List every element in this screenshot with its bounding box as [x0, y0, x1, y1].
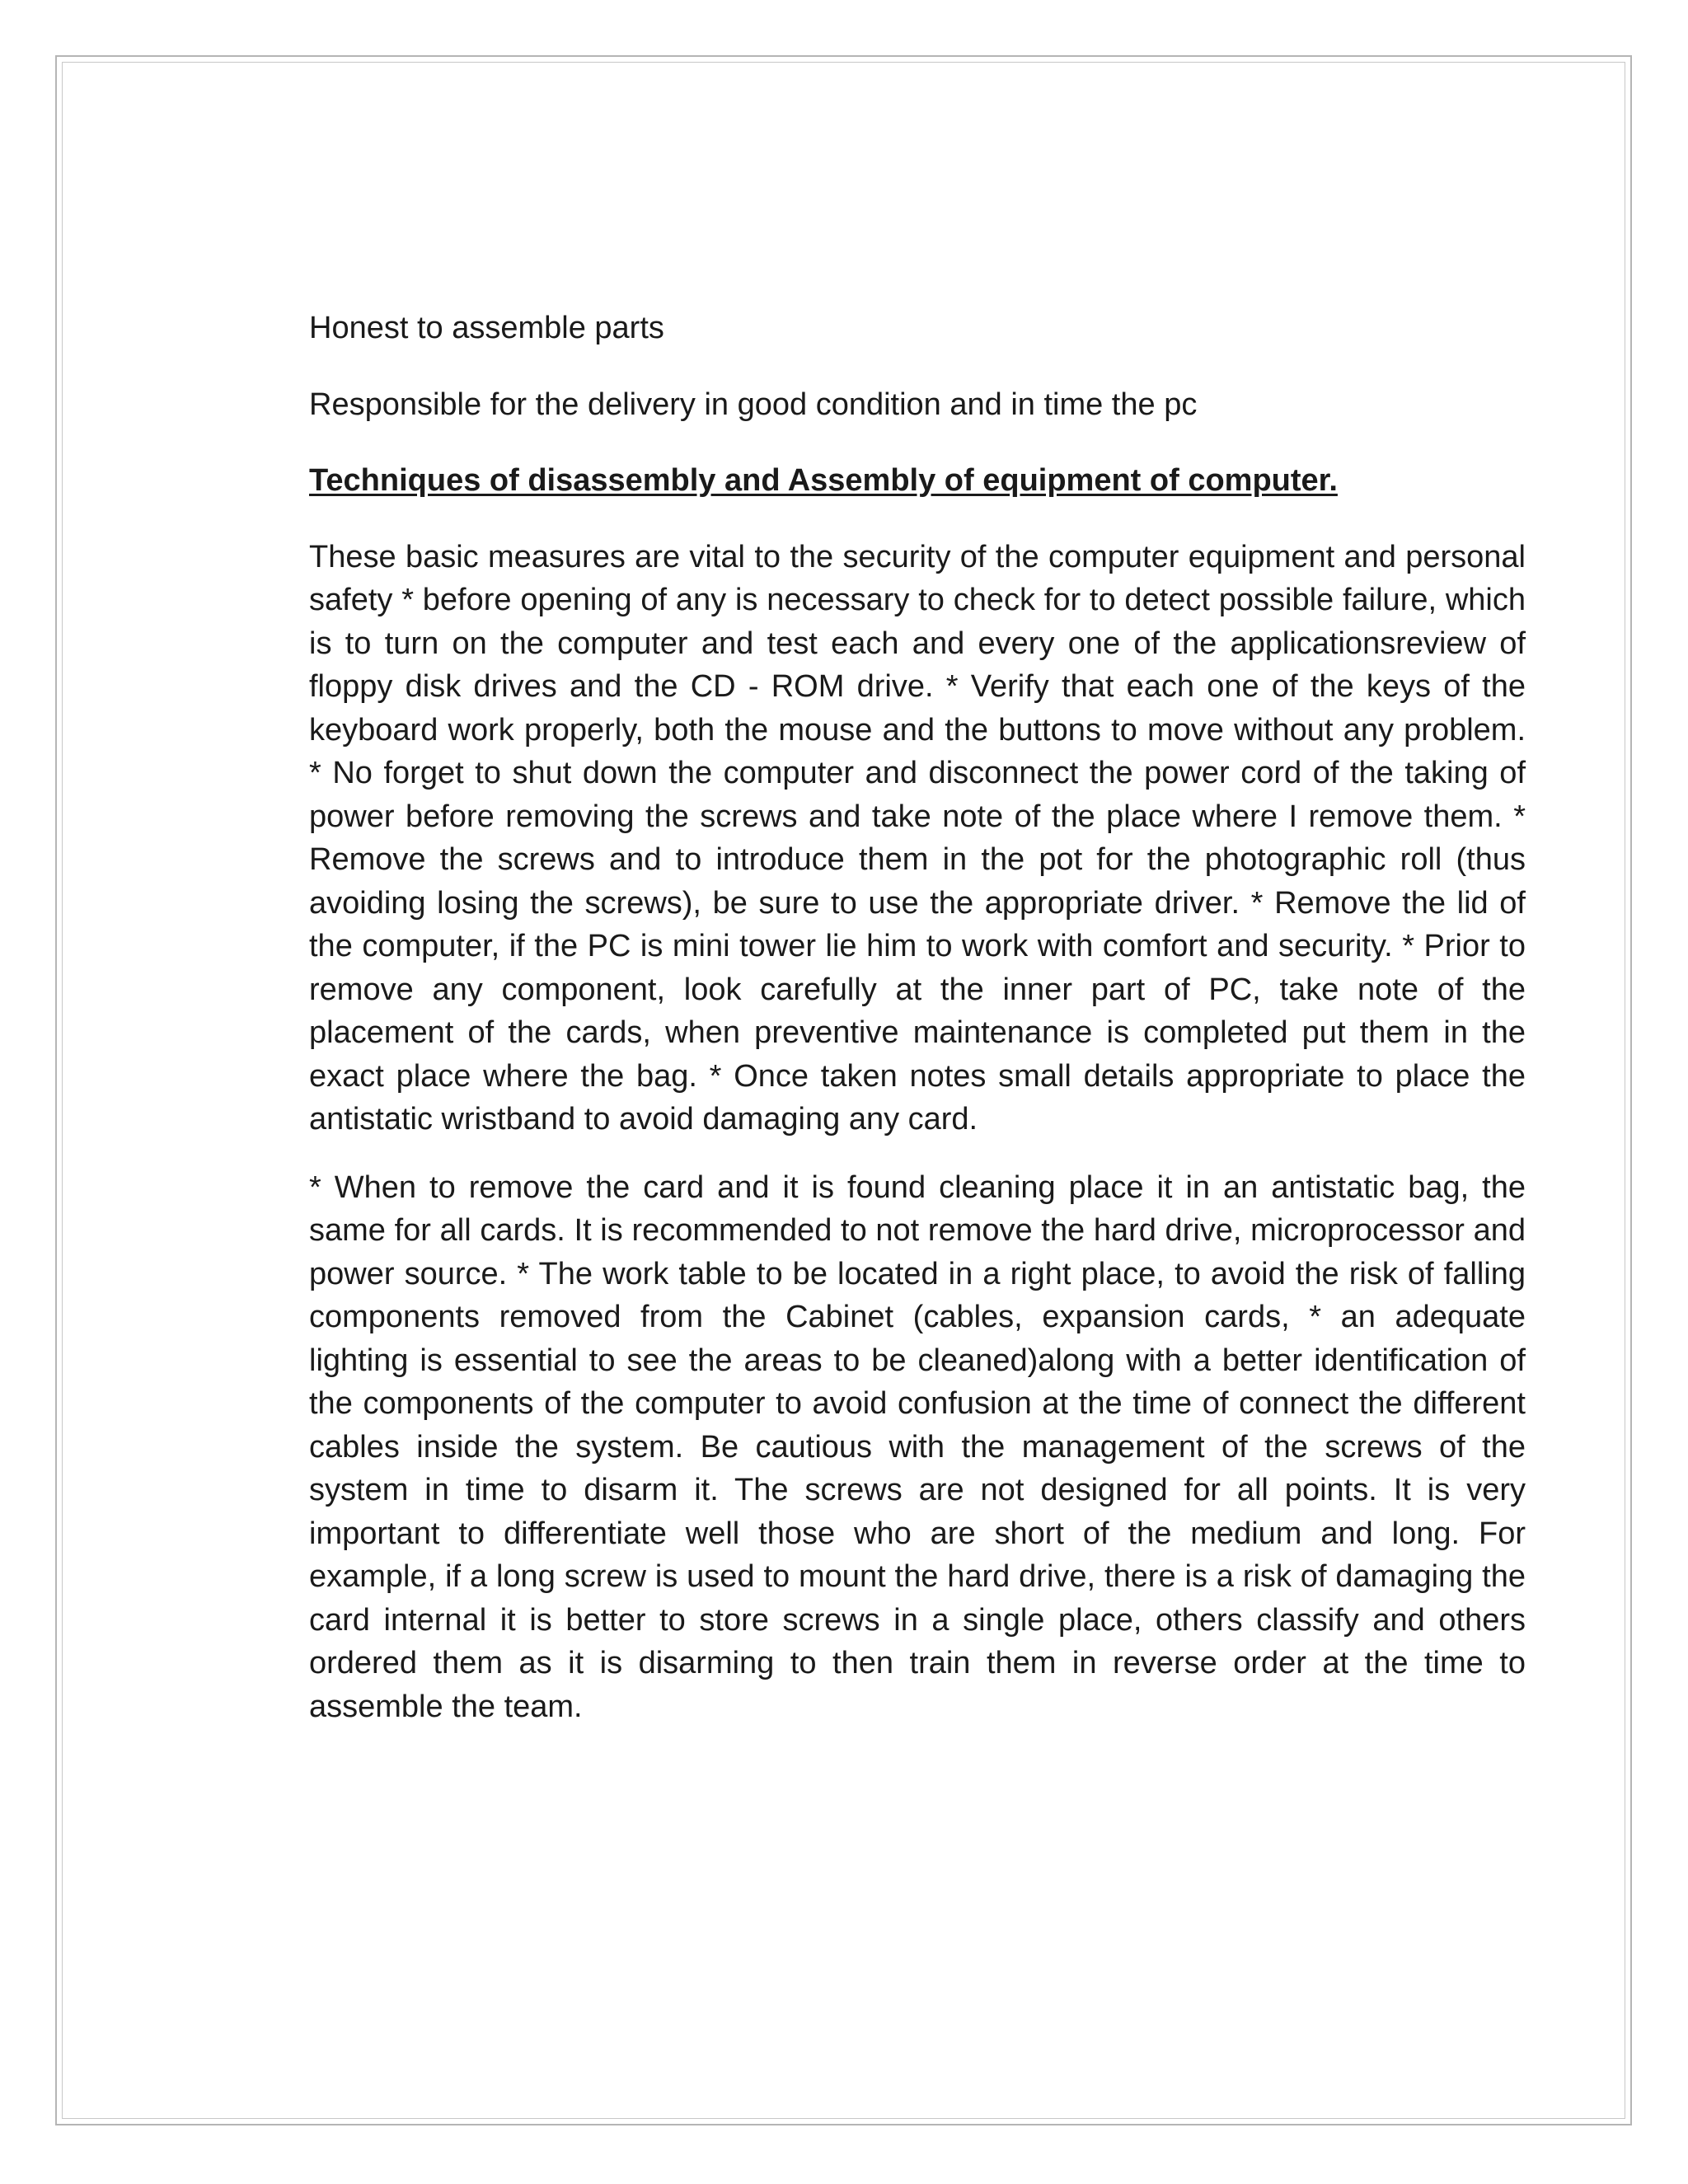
document-body: [309, 307, 1526, 1753]
section-heading: Techniques of disassembly and Assembly of equipment of computer.: [309, 463, 1338, 498]
text-line: Responsible for the delivery in good condition and in time the pc: [309, 387, 1198, 422]
paragraph: * When to remove the card and it is found cleaning place it in an antistatic bag, the same for all cards. It is recommended to not remove the hard drive, microprocessor and power source. * The work table to be located in a right place, to avoid the risk of falling components removed from the Cabinet (cables, expansion cards, * an adequate lighting is essential to see the areas to be cleaned)along with a better identification of the components of the computer to avoid confusion at the time of connect the different cables inside the system. Be cautious with the management of the screws of the system in time to disarm it. The screws are not designed for all points. It is very important to differentiate well those who are short of the medium and long. For example, if a long screw is used to mount the hard drive, there is a risk of damaging the card internal it is better to store screws in a single place, others classify and others ordered them as it is disarming to then train them in reverse order at the time to assemble the team.: [309, 1169, 1526, 1724]
text-line: Honest to assemble parts: [309, 311, 664, 345]
paragraph: These basic measures are vital to the security of the computer equipment and personal safety * before opening of any is necessary to check for to detect possible failure, which is to turn on the computer and test each and every one of the applicationsreview of floppy disk drives and the CD - ROM drive. * Verify that each one of the keys of the keyboard work properly, both the mouse and the buttons to move without any problem. * No forget to shut down the computer and disconnect the power cord of the taking of power before removing the screws and take note of the place where I remove them. * Remove the screws and to introduce them in the pot for the photographic roll (thus avoiding losing the screws), be sure to use the appropriate driver. * Remove the lid of the computer, if the PC is mini tower lie him to work with comfort and security. * Prior to remove any component, look carefully at the inner part of PC, take note of the placement of the cards, when preventive maintenance is completed put them in the exact place where the bag. * Once taken notes small details appropriate to place the antistatic wristband to avoid damaging any card.: [309, 539, 1526, 1137]
